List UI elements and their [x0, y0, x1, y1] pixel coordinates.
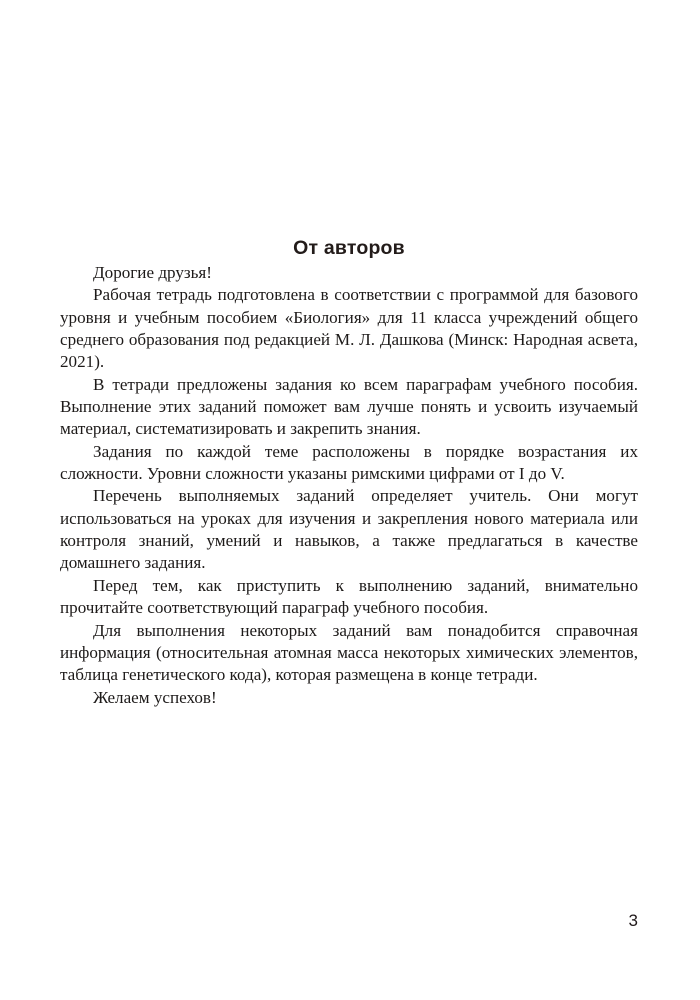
page-title: От авторов [293, 237, 405, 260]
paragraph-read-first: Перед тем, как приступить к выполнению заданий, внимательно прочитайте соответствующий параграф учебного пособия. [60, 575, 638, 618]
page-number: 3 [628, 911, 638, 930]
paragraph-greeting: Дорогие друзья! [93, 263, 212, 282]
paragraph-closing: Желаем успехов! [93, 687, 217, 707]
body-text-block [60, 262, 638, 709]
paragraph-difficulty-levels: Задания по каждой теме расположены в порядке возрастания их сложности. Уровни сложности указаны римскими цифрами от I до V. [60, 441, 638, 484]
paragraph-reference-info: Для выполнения некоторых заданий вам понадобится справочная информация (относительная атомная масса некоторых химических элементов, таблица генетического кода), которая размещена в конце тетради. [60, 620, 638, 685]
paragraph-teacher-selection: Перечень выполняемых заданий определяет учитель. Они могут использоваться на уроках для изучения и закрепления нового материала или контроля знаний, умений и навыков, а также предлагаться в качестве домашнего задания. [60, 486, 638, 573]
paragraph-tasks-overview: В тетради предложены задания ко всем параграфам учебного пособия. Выполнение этих заданий поможет вам лучше понять и усвоить изучаемый материал, систематизировать и закрепить знания. [60, 374, 638, 439]
paragraph-about-workbook: Рабочая тетрадь подготовлена в соответствии с программой для базового уровня и учебным пособием «Биология» для 11 класса учреждений общего среднего образования под редакцией М. Л. Дашкова (Минск: Народная асвета, 2021). [60, 285, 638, 372]
